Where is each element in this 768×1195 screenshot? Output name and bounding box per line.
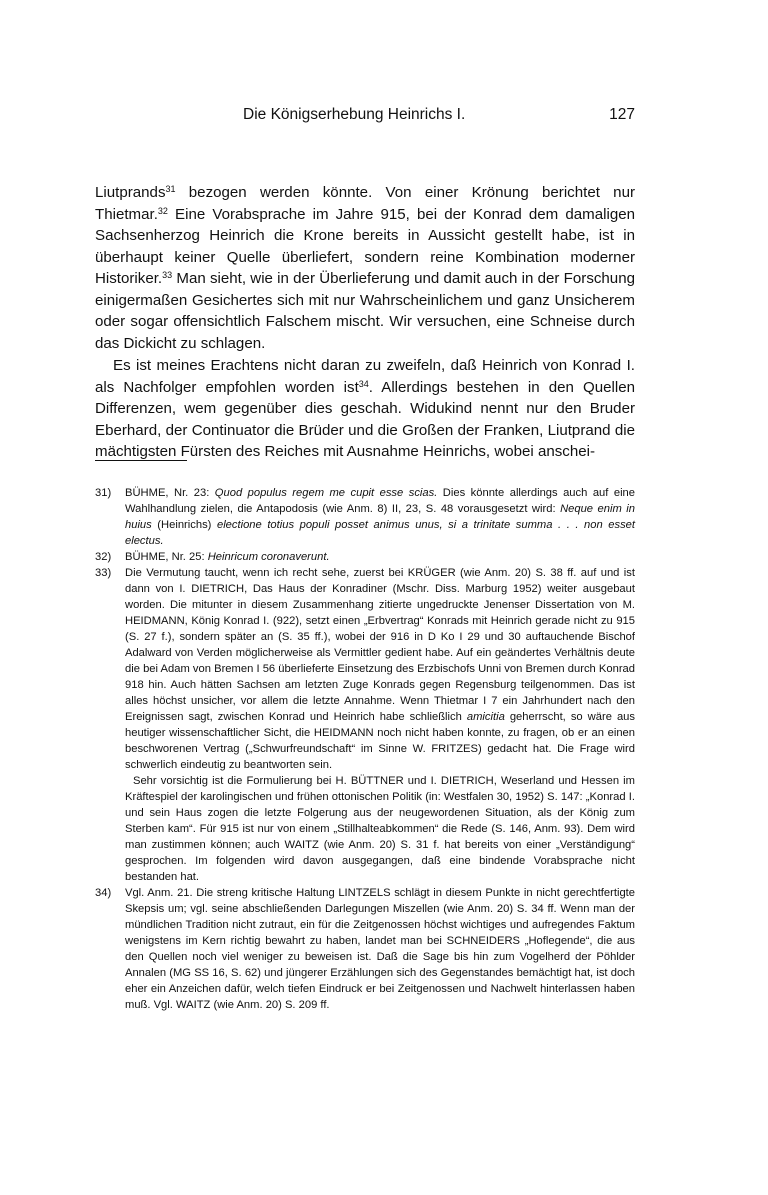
footnote-text: Vgl. Anm. 21. Die streng kritische Haltung LINTZELS schlägt in diesem Punkte in nicht gerechtfertigte Skepsis um; vgl. seine abschließenden Darlegungen Miszellen (wie Anm. 20) S. 34 ff. Wenn man der mündlichen Tradition nicht zutraut, ein für die Zeitgenossen höchst wichtiges und aufregendes Faktum wenigstens im Kern richtig bewahrt zu haben, landet man bei SCHNEIDERS „Hoflegende“, die aus den Quellen noch viel weniger zu beweisen ist. Daß die Sage bis hin zum Vogelherd der Pöhlder Annalen (MG SS 16, S. 62) und jüngerer Erzählungen sich des Gegenstandes bemächtigt hat, ist doch eher ein Anzeichen dafür, welch tiefen Eindruck er bei Zeitgenossen und Nachwelt hinterlassen haben muß. Vgl. WAITZ (wie Anm. 20) S. 209 ff. [125, 887, 635, 1011]
text-run: BÜHME, Nr. 25: [125, 551, 208, 563]
text-run: Man sieht, wie in der Überlieferung und damit auch in der Forschung einigermaßen Gesichertes sich mit nur Wahrscheinlichem und ganz Unsicherem oder sogar offensichtlich Falschem mischt. Wir versuchen, eine Schneise durch das Dickicht zu schlagen. [95, 270, 635, 352]
footnote-paragraph [125, 565, 635, 773]
text-run: BÜHME, Nr. 23: [125, 487, 215, 499]
footnotes [95, 485, 635, 1013]
latin-term: amicitia [466, 711, 505, 723]
footnote-33 [95, 565, 635, 885]
text-run: . Allerdings bestehen in den Quellen Differenzen, wem gegenüber dies geschah. Widukind nennt nur den Bruder Eberhard, der Continuator die Brüder und die Großen der Franken, Liutprand die mächtigsten Fürsten des Reiches mit Ausnahme Heinrichs, wobei anschei- [95, 378, 635, 460]
text-run: geherrscht, so wäre aus heutiger wissenschaftlicher Sicht, die HEIDMANN noch nicht haben konnte, zu fragen, ob er an einen beschworenen Vertrag („Schwurfreundschaft“ im Sinne W. FRITZES) gedacht hat. Die Frage wird schwerlich eindeutig zu beantworten sein. [125, 711, 635, 771]
footnote-34 [95, 885, 635, 1013]
latin-quote: Quod populus regem me cupit esse scias. [214, 487, 438, 499]
text-run: Dies könnte allerdings auch auf eine Wahlhandlung zielen, die Antapodosis (wie Anm. 8) II, 23, S. 48 vorausgesetzt wird: [125, 487, 636, 515]
text-run: (Heinrichs) [151, 519, 217, 531]
text-run: Eine Vorabsprache im Jahre 915, bei der Konrad dem damaligen Sachsenherzog Heinrich die Krone bereits in Aussicht gestellt habe, ist in überhaupt keiner Quelle überliefert, sondern reine Kombination moderner Historiker. [95, 205, 635, 287]
main-text [95, 182, 635, 463]
footnote-ref-34: 34 [358, 378, 369, 389]
text-run: Es ist meines Erachtens nicht daran zu zweifeln, daß Heinrich von Konrad I. als Nachfolger empfohlen worden ist [95, 357, 635, 396]
footnote-number: 31) [95, 487, 112, 499]
footnote-number: 33) [95, 567, 112, 579]
running-header [95, 106, 635, 128]
footnote-text [125, 565, 635, 885]
footnote-number: 32) [95, 551, 112, 563]
running-title: Die Königserhebung Heinrichs I. [243, 106, 466, 123]
footnote-paragraph: Sehr vorsichtig ist die Formulierung bei H. BÜTTNER und I. DIETRICH, Weserland und Hessen im Kräftespiel der karolingischen und frühen ottonischen Politik (in: Westfalen 30, 1952) S. 147: „Konrad I. und sein Haus zogen die letzte Folgerung aus der neugewordenen Situation, als der König zum Sterben kam“. Für 915 ist nur von einem „Stillhalteabkommen“ die Rede (S. 146, Anm. 93). Dem wird man zustimmen können; auch WAITZ (wie Anm. 20) S. 31 f. hat bereits von einer „Verständigung“ gesprochen. Im folgenden wird davon ausgegangen, daß eine bindende Vorabsprache nicht bestanden hat. [125, 775, 635, 883]
text-run: Liutprands [95, 184, 166, 201]
text-run: Die Vermutung taucht, wenn ich recht sehe, zuerst bei KRÜGER (wie Anm. 20) S. 38 ff. auf und ist dann von I. DIETRICH, Das Haus der Konradiner (Mschr. Diss. Marburg 1952) weiter ausgebaut worden. Die mitunter in diesem Zusammenhang zitierte ungedruckte Jenenser Dissertation von M. HEIDMANN, König Konrad I. (922), setzt einen „Erbvertrag“ Konrads mit Heinrich gerade nicht zu 915 (S. 27 f.), sondern später an (S. 35 ff.), wobei der 916 in D Ko I 29 und 30 auftauchende Bischof Adalward von Verden möglicherweise als Vermittler gedient habe. Auf ein geändertes Verhältnis deute die bei Adam von Bremen I 56 überlieferte Einsetzung des Erzbischofs Unni von Bremen durch Konrad 918 hin. Auch hätten Sachsen am letzten Zuge Konrads gegen Regensburg teilgenommen. Das ist alles höchst unsicher, vor allem die letzte Annahme. Wenn Thietmar I 7 ein Jahrhundert nach den Ereignissen sagt, zwischen Konrad und Heinrich habe schließlich [125, 567, 635, 723]
footnote-31 [95, 485, 635, 549]
footnote-text [125, 485, 635, 549]
footnote-number: 34) [95, 887, 112, 899]
footnote-ref-33: 33 [162, 270, 173, 280]
footnote-32 [95, 549, 635, 565]
footnote-ref-31: 31 [165, 184, 176, 194]
paragraph-2 [95, 355, 635, 463]
page-number: 127 [609, 106, 635, 123]
footnote-ref-32: 32 [157, 205, 168, 216]
latin-quote: electione totius populi posset animus unus, si a trinitate summa . . . non esset electus. [125, 519, 636, 547]
footnote-separator [95, 460, 187, 461]
footnote-text [125, 549, 635, 565]
text-run: bezogen werden könnte. Von einer Krönung berichtet nur Thietmar. [95, 184, 635, 223]
latin-quote: Neque enim in huius [125, 503, 636, 531]
latin-quote: Heinricum coronaverunt. [207, 551, 330, 563]
paragraph-1 [95, 182, 635, 354]
